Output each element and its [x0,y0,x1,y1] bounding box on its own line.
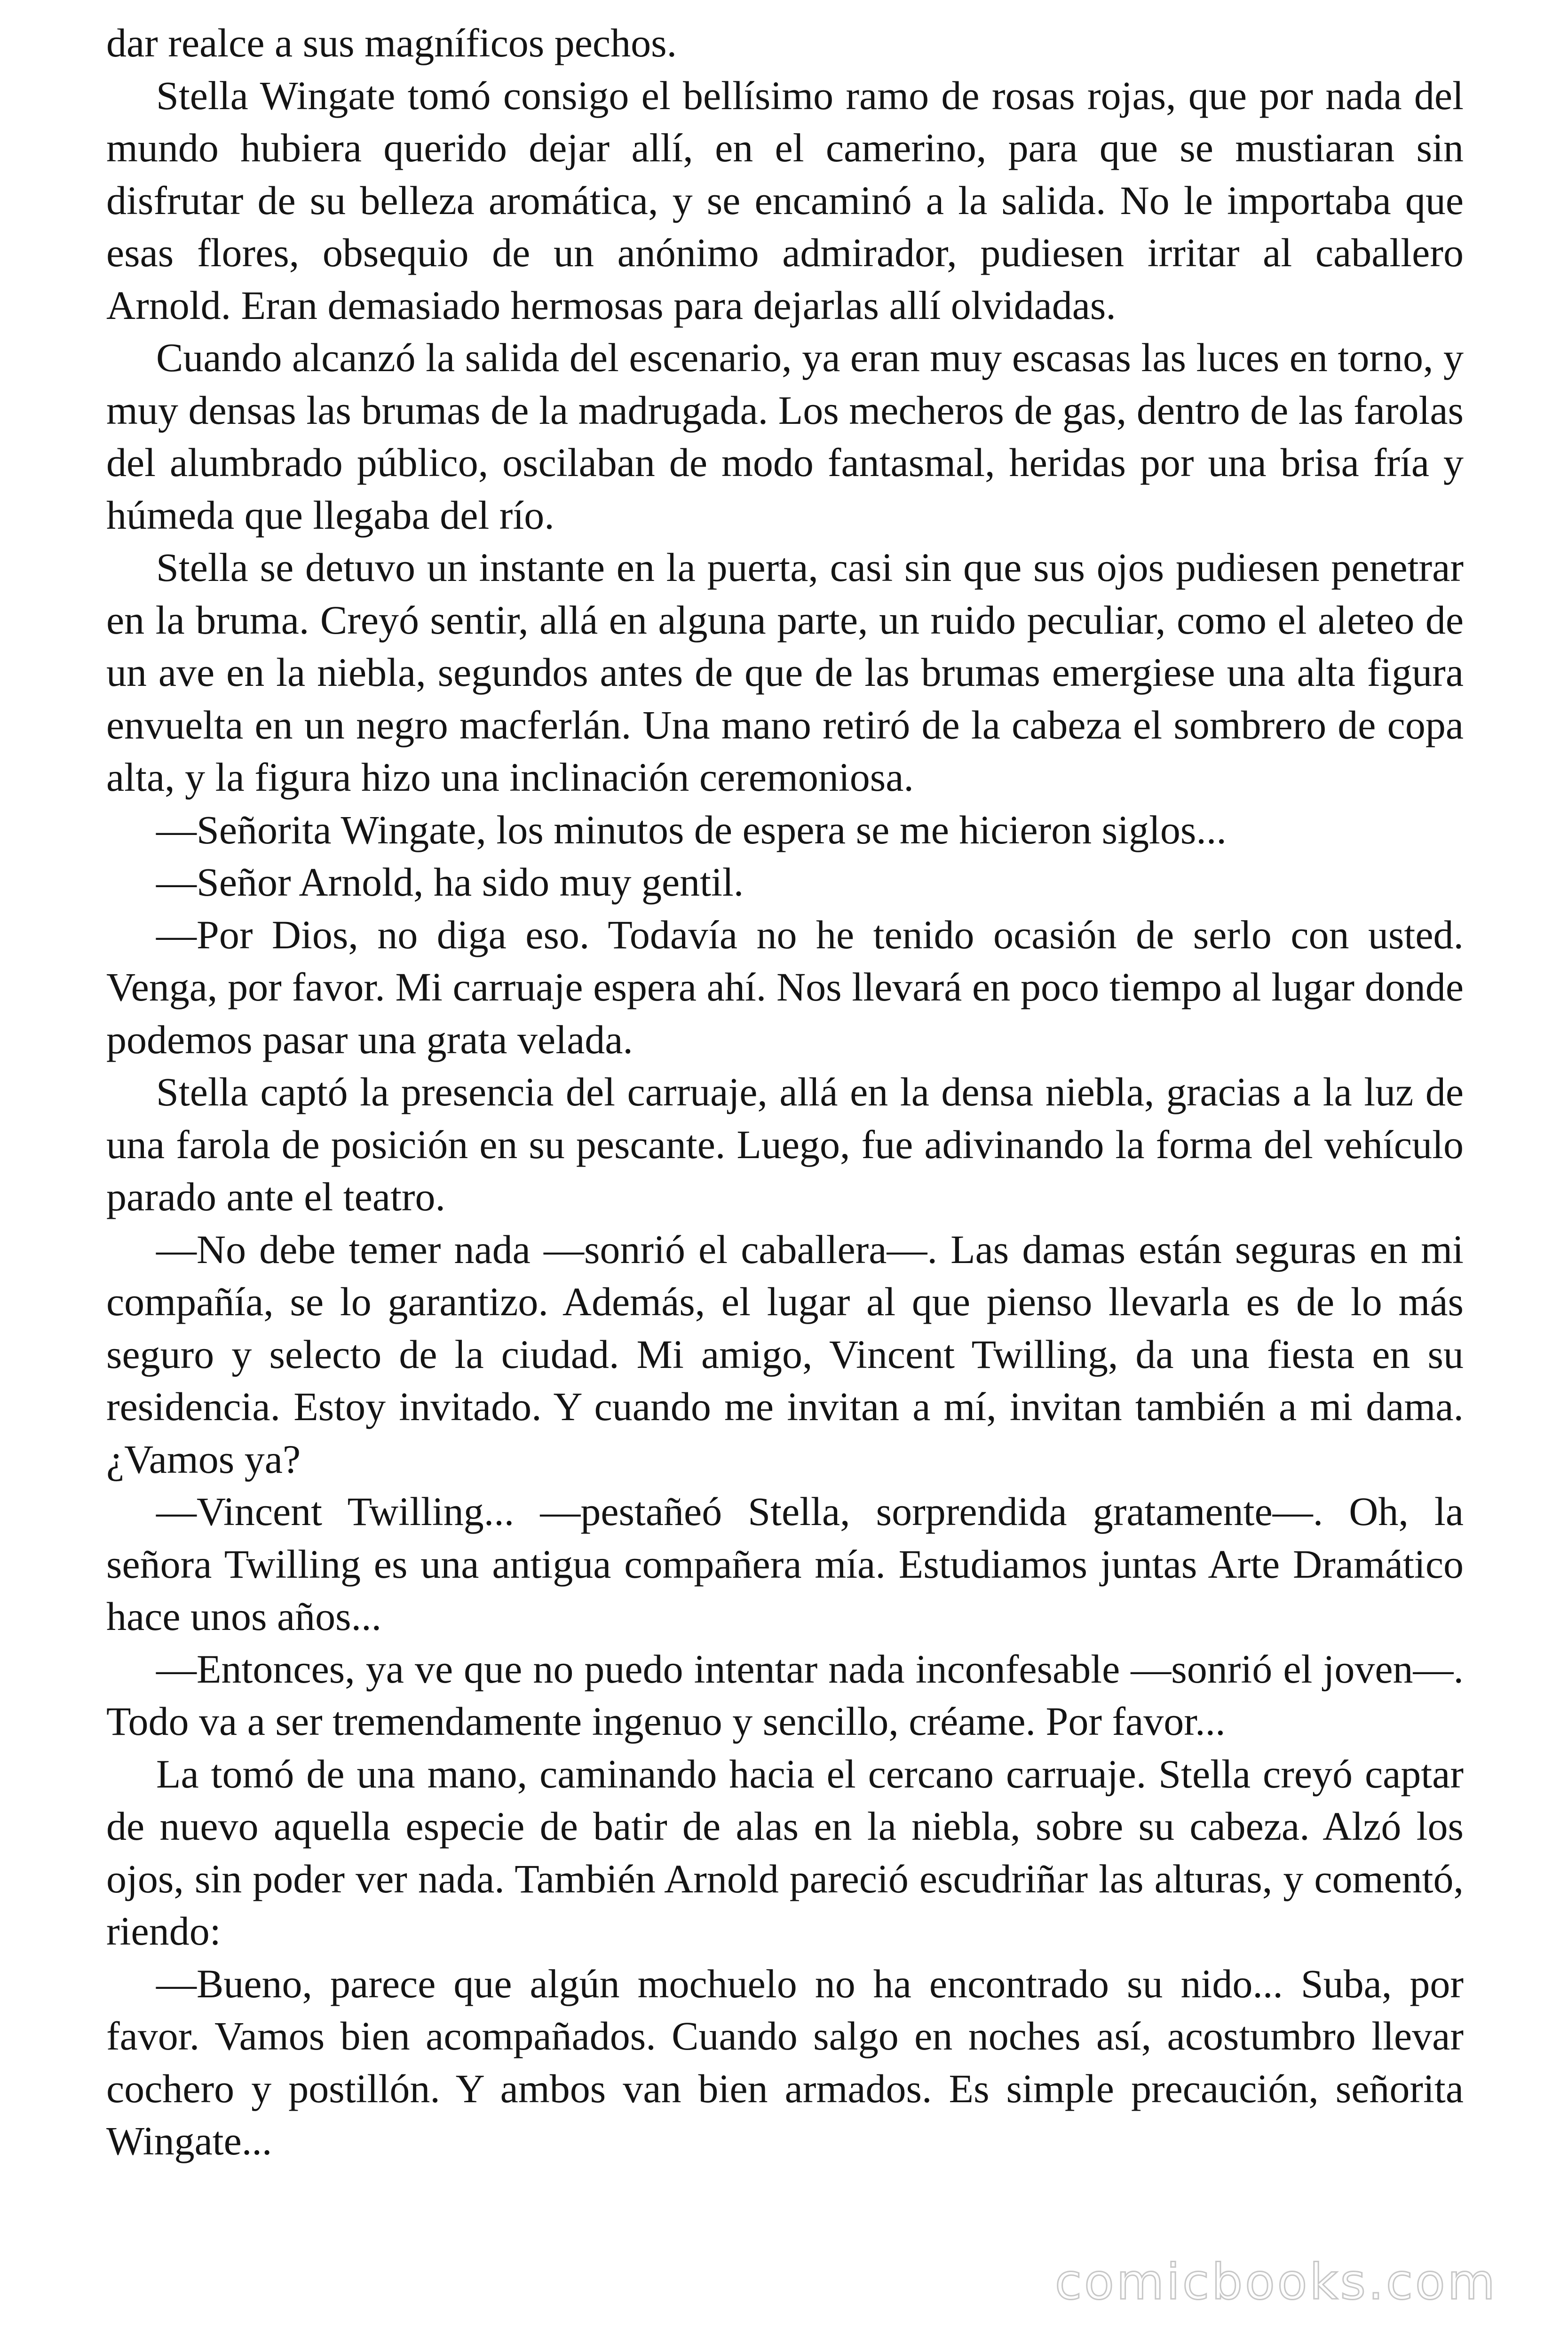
paragraph: dar realce a sus magníficos pechos. [106,20,677,65]
dialogue-line: —Señor Arnold, ha sido muy gentil. [156,859,744,905]
dialogue-line: —Por Dios, no diga eso. Todavía no he tenido ocasión de serlo con usted. Venga, por favor. Mi carruaje espera ahí. Nos llevará en poco tiempo al lugar donde podemos pasar una grata velada. [106,912,1464,1062]
dialogue-line: —Entonces, ya ve que no puedo intentar nada inconfesable —sonrió el joven—. Todo va a ser tremendamente ingenuo y sencillo, créame. Por favor... [106,1646,1464,1744]
watermark: comicbooks.com [1054,2253,1497,2311]
dialogue-line: —Señorita Wingate, los minutos de espera se me hicieron siglos... [156,807,1227,852]
paragraph: Stella Wingate tomó consigo el bellísimo ramo de rosas rojas, que por nada del mundo hubiera querido dejar allí, en el camerino, para que se mustiaran sin disfrutar de su belleza aromática, y se encaminó a la salida. No le importaba que esas flores, obsequio de un anónimo admirador, pudiesen irritar al caballero Arnold. Eran demasiado hermosas para dejarlas allí olvidadas. [106,72,1464,328]
paragraph: Stella se detuvo un instante en la puerta, casi sin que sus ojos pudiesen penetrar en la bruma. Creyó sentir, allá en alguna parte, un ruido peculiar, como el aleteo de un ave en la niebla, segundos antes de que de las brumas emergiese una alta figura envuelta en un negro macferlán. Una mano retiró de la cabeza el sombrero de copa alta, y la figura hizo una inclinación ceremoniosa. [106,545,1464,800]
body-text [106,17,1464,2168]
dialogue-line: —Bueno, parece que algún mochuelo no ha encontrado su nido... Suba, por favor. Vamos bien acompañados. Cuando salgo en noches así, acostumbro llevar cochero y postillón. Y ambos van bien armados. Es simple precaución, señorita Wingate... [106,1961,1464,2163]
paragraph: Stella captó la presencia del carruaje, allá en la densa niebla, gracias a la luz de una farola de posición en su pescante. Luego, fue adivinando la forma del vehículo parado ante el teatro. [106,1069,1464,1219]
dialogue-line: —Vincent Twilling... —pestañeó Stella, sorprendida gratamente—. Oh, la señora Twilling es una antigua compañera mía. Estudiamos juntas Arte Dramático hace unos años... [106,1489,1464,1639]
dialogue-line: —No debe temer nada —sonrió el caballera—. Las damas están seguras en mi compañía, se lo garantizo. Además, el lugar al que pienso llevarla es de lo más seguro y selecto de la ciudad. Mi amigo, Vincent Twilling, da una fiesta en su residencia. Estoy invitado. Y cuando me invitan a mí, invitan también a mi dama. ¿Vamos ya? [106,1226,1464,1482]
paragraph: Cuando alcanzó la salida del escenario, ya eran muy escasas las luces en torno, y muy densas las brumas de la madrugada. Los mecheros de gas, dentro de las farolas del alumbrado público, oscilaban de modo fantasmal, heridas por una brisa fría y húmeda que llegaba del río. [106,335,1464,538]
paragraph: La tomó de una mano, caminando hacia el cercano carruaje. Stella creyó captar de nuevo aquella especie de batir de alas en la niebla, sobre su cabeza. Alzó los ojos, sin poder ver nada. También Arnold pareció escudriñar las alturas, y comentó, riendo: [106,1751,1464,1954]
